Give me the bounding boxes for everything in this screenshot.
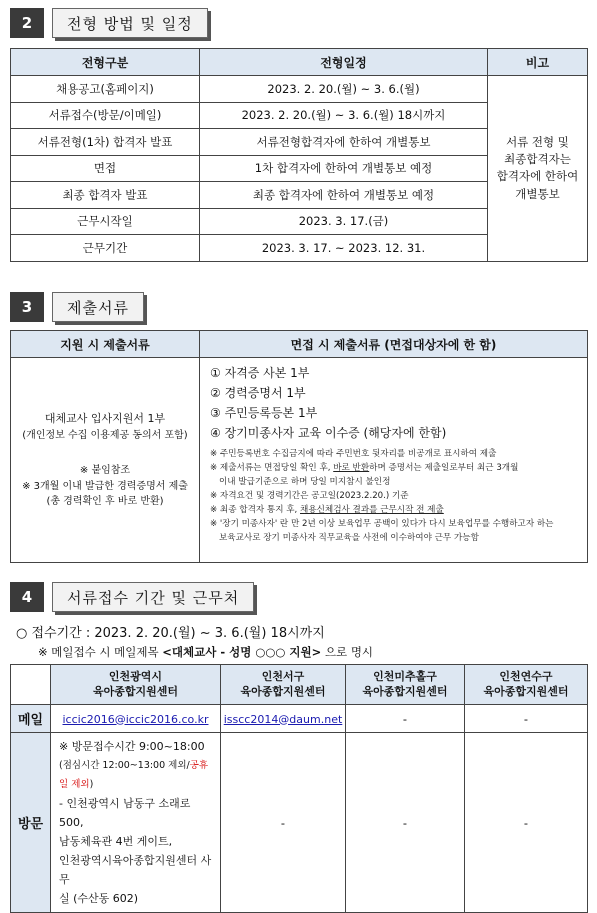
mail-subject-format: <대체교사 - 성명 ○○○ 지원> (162, 645, 322, 659)
center-name-line: 인천미추홀구 (373, 669, 437, 683)
table-header-row (11, 49, 588, 76)
remark-line: 서류 전형 및 (506, 134, 569, 149)
mail-cell: - (346, 705, 465, 733)
stage-cell: 최종 합격자 발표 (11, 182, 200, 209)
note-text: ※ 제출서류는 면접당일 확인 후, (210, 463, 334, 473)
column-header: 전형일정 (200, 49, 488, 76)
section-number: 2 (10, 8, 44, 38)
column-header: 면접 시 제출서류 (면접대상자에 한 함) (200, 331, 588, 358)
visit-cell: - (221, 733, 346, 913)
schedule-cell: 2023. 3. 17. ~ 2023. 12. 31. (200, 235, 488, 262)
email-link[interactable]: iccic2016@iccic2016.co.kr (62, 712, 209, 726)
center-header (346, 665, 465, 705)
schedule-table (10, 48, 588, 262)
section-title: 전형 방법 및 일정 (52, 8, 208, 38)
note-line: ※ 주민등록번호 수집금지에 따라 주민번호 뒷자리를 비공개로 표시하여 제출 (210, 449, 497, 459)
schedule-cell: 서류전형합격자에 한하여 개별통보 (200, 129, 488, 156)
center-header (221, 665, 346, 705)
center-header (51, 665, 221, 705)
table-row (11, 358, 588, 563)
section-number: 4 (10, 582, 44, 612)
center-header (465, 665, 588, 705)
table-header-row (11, 665, 588, 705)
center-name-line: 육아종합지원센터 (362, 684, 448, 698)
stage-cell: 근무시작일 (11, 208, 200, 235)
application-period: ○ 접수기간 : 2023. 2. 20.(월) ~ 3. 6.(월) 18시까지 (16, 626, 325, 641)
schedule-cell: 최종 합격자에 한하여 개별통보 예정 (200, 182, 488, 209)
visit-cell: - (346, 733, 465, 913)
note-text: ) (89, 779, 94, 790)
notes-block (210, 447, 577, 545)
section-4-heading (10, 582, 254, 612)
remark-line: 개별통보 (515, 186, 560, 201)
note-text: (점심시간 12:00~13:00 제외/ (59, 760, 190, 771)
visit-address-line: 인천광역시육아종합지원센터 사무 (59, 854, 212, 886)
note-line (210, 503, 577, 517)
note-emphasis: 바로 반환 (333, 463, 370, 473)
stage-cell: 면접 (11, 155, 200, 182)
center-name-line: 육아종합지원센터 (92, 684, 178, 698)
stage-cell: 서류전형(1차) 합격자 발표 (11, 129, 200, 156)
stage-cell: 근무기간 (11, 235, 200, 262)
apply-docs-cell (11, 358, 200, 563)
schedule-cell: 1차 합격자에 한하여 개별통보 예정 (200, 155, 488, 182)
note-line: ※ 자격요건 및 경력기간은 공고일(2023.2.20.) 기준 (210, 491, 409, 501)
visit-cell: - (465, 733, 588, 913)
mail-cell (221, 705, 346, 733)
column-header: 전형구분 (11, 49, 200, 76)
mail-cell: - (465, 705, 588, 733)
center-name-line: 육아종합지원센터 (240, 684, 326, 698)
column-header: 지원 시 제출서류 (11, 331, 200, 358)
visit-address-line: - 인천광역시 남동구 소래로 500, (59, 797, 191, 829)
note-line: 이내 발급기준으로 하며 당일 미지참시 불인정 (219, 477, 391, 487)
visit-lunch (59, 756, 212, 794)
apply-doc-line: 대체교사 입사지원서 1부 (44, 412, 166, 426)
note-text: 하며 증명서는 제출일로부터 최근 3개월 (369, 463, 519, 473)
note-line: ※ '장기 미종사자' 란 만 2년 이상 보육업무 공백이 있다가 다시 보육업무를 수행하고자 하는 (210, 519, 554, 529)
schedule-cell: 2023. 3. 17.(금) (200, 208, 488, 235)
note-emphasis: 채용신체검사 결과를 근무시작 전 제출 (300, 505, 444, 515)
table-row (11, 76, 588, 103)
section-3-heading (10, 292, 144, 322)
section-2-heading (10, 8, 208, 38)
interview-doc-item: ① 자격증 사본 1부 (210, 366, 310, 380)
visit-address-line: 남동체육관 4번 게이트, (59, 835, 173, 848)
table-header-row (11, 331, 588, 358)
center-name-line: 육아종합지원센터 (483, 684, 569, 698)
table-row (11, 705, 588, 733)
interview-docs-cell (200, 358, 588, 563)
apply-doc-line: ※ 붙임참조 (79, 465, 131, 477)
section-title: 서류접수 기간 및 근무처 (52, 582, 254, 612)
stage-cell: 서류접수(방문/이메일) (11, 102, 200, 129)
table-row (11, 733, 588, 913)
mail-subject-note (38, 644, 373, 660)
note-text: 으로 명시 (321, 645, 374, 659)
remark-cell (488, 76, 588, 262)
apply-doc-line: ※ 3개월 이내 발급한 경력증명서 제출 (22, 480, 188, 492)
interview-doc-item: ② 경력증명서 1부 (210, 386, 306, 400)
visit-hours: ※ 방문접수시간 9:00~18:00 (59, 740, 205, 753)
mail-cell (51, 705, 221, 733)
visit-address-line: 실 (수산동 602) (59, 892, 139, 905)
corner-cell (11, 665, 51, 705)
apply-doc-line: (개인정보 수집 이용제공 동의서 포함) (22, 429, 188, 441)
stage-cell: 채용공고(홈페이지) (11, 76, 200, 103)
mail-row-label: 메일 (11, 705, 51, 733)
note-line: 보육교사로 장기 미종사자 직무교육을 사전에 이수하여야 근무 가능함 (219, 533, 479, 543)
center-name-line: 인천서구 (261, 669, 305, 683)
email-link[interactable]: isscc2014@daum.net (223, 712, 343, 726)
section-title: 제출서류 (52, 292, 144, 322)
note-text: ※ 메일접수 시 메일제목 (38, 645, 163, 659)
note-line (210, 461, 577, 475)
visit-row-label: 방문 (11, 733, 51, 913)
interview-doc-item: ④ 장기미종사자 교육 이수증 (해당자에 한함) (210, 426, 447, 440)
apply-doc-line: (총 경력확인 후 바로 반환) (46, 496, 164, 508)
centers-table (10, 664, 588, 913)
column-header: 비고 (488, 49, 588, 76)
interview-doc-item: ③ 주민등록등본 1부 (210, 406, 318, 420)
holiday-note: 공휴일 제외 (59, 760, 209, 790)
center-name-line: 인천광역시 (108, 669, 163, 683)
remark-line: 최종합격자는 (504, 152, 571, 166)
note-text: ※ 최종 합격자 통지 후, (210, 505, 301, 515)
remark-line: 합격자에 한하여 (496, 169, 579, 184)
documents-table (10, 330, 588, 563)
visit-cell (51, 733, 221, 913)
schedule-cell: 2023. 2. 20.(월) ~ 3. 6.(월) (200, 76, 488, 103)
center-name-line: 인천연수구 (499, 669, 553, 683)
schedule-cell: 2023. 2. 20.(월) ~ 3. 6.(월) 18시까지 (200, 102, 488, 129)
section-number: 3 (10, 292, 44, 322)
